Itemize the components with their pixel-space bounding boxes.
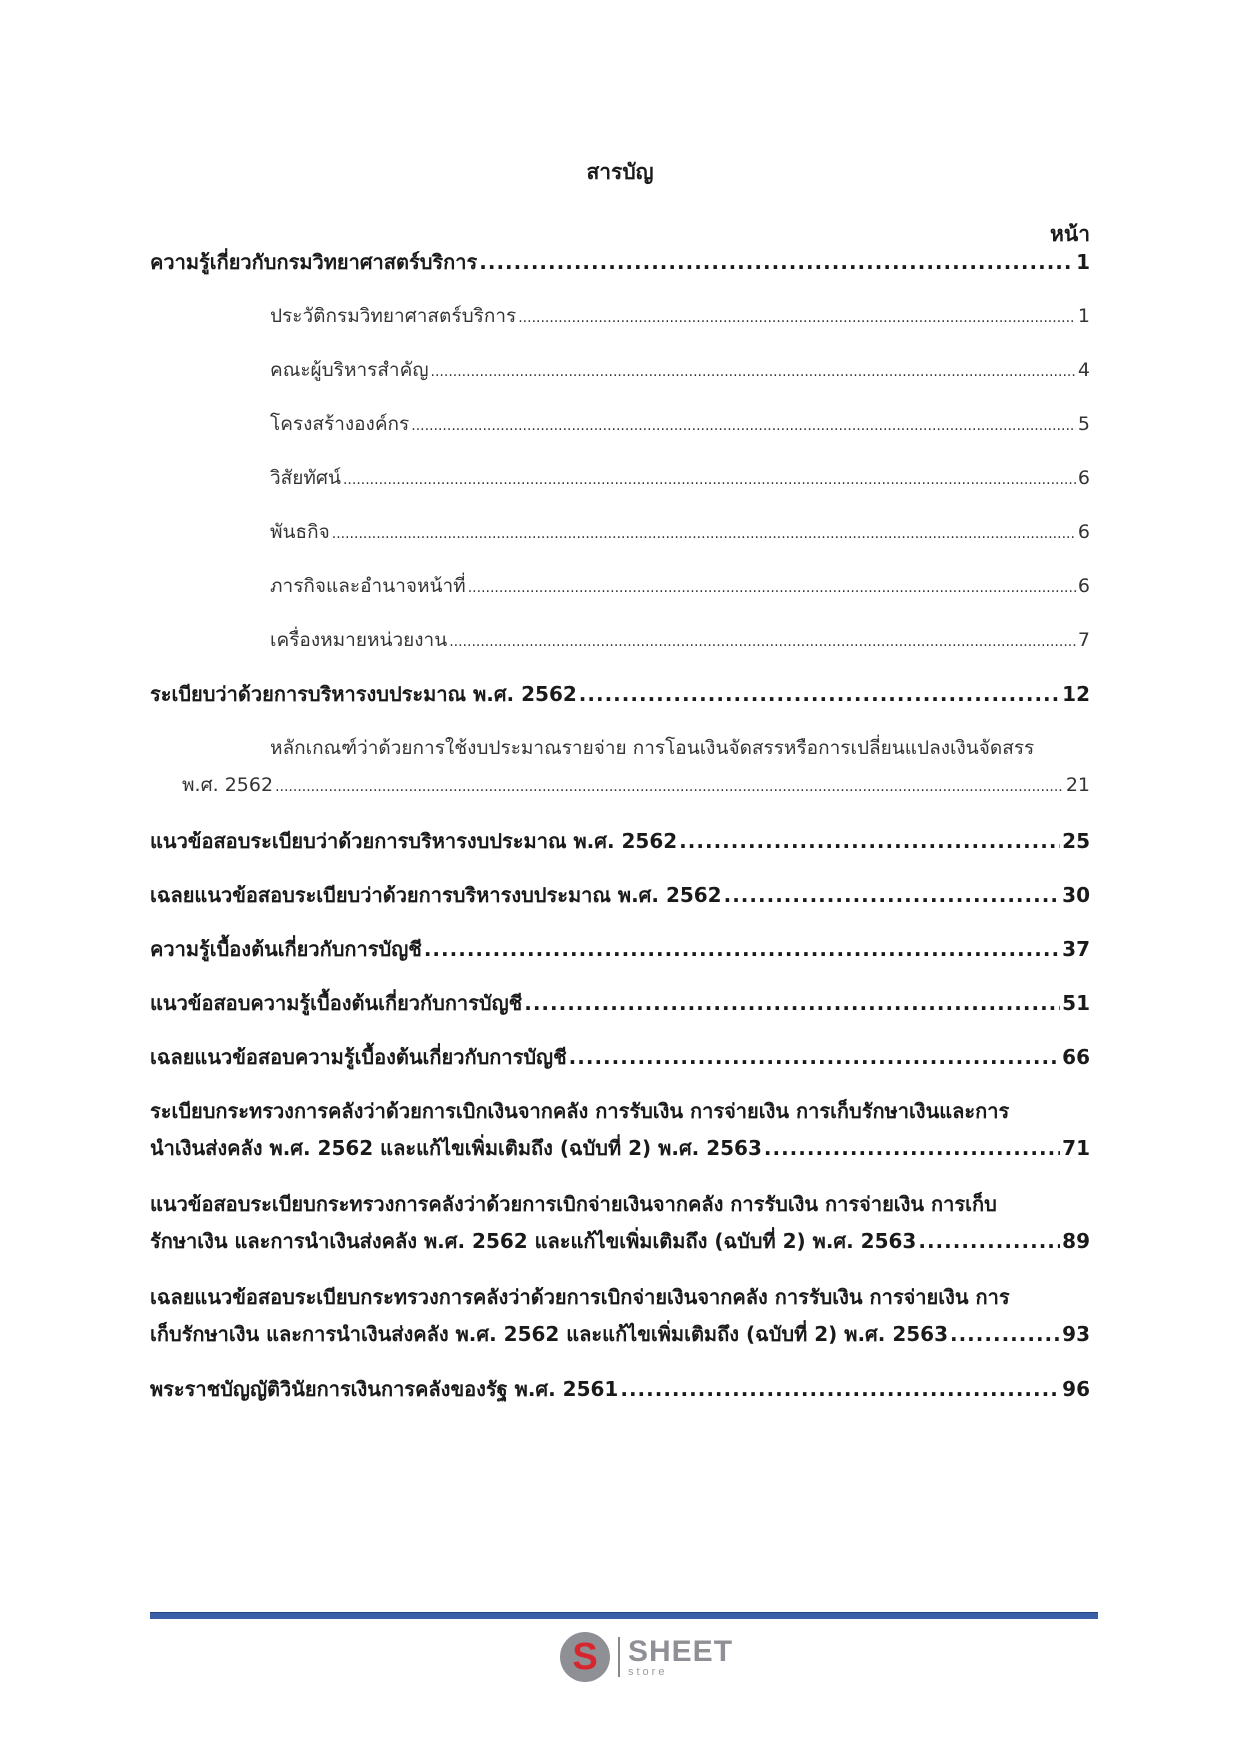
toc-subentry[interactable]	[270, 301, 1090, 333]
toc-entry[interactable]	[150, 880, 1090, 910]
logo-separator	[618, 1637, 620, 1677]
toc-subentry[interactable]	[270, 463, 1090, 495]
toc-entry-title: ประวัติกรมวิทยาศาสตร์บริการ	[270, 305, 517, 327]
dot-leader	[679, 826, 1060, 856]
dot-leader	[424, 934, 1060, 964]
toc-entry-page: 1	[1076, 250, 1090, 274]
toc-entry-page: 25	[1062, 829, 1090, 853]
toc-entry[interactable]	[150, 934, 1090, 964]
toc-entry-title: เฉลยแนวข้อสอบระเบียบว่าด้วยการบริหารงบประมาณ พ.ศ. 2562	[150, 883, 722, 907]
dot-leader	[332, 519, 1076, 549]
toc-entry[interactable]	[150, 988, 1090, 1018]
toc-entry-title: ความรู้เบื้องต้นเกี่ยวกับการบัญชี	[150, 937, 422, 961]
toc-entry[interactable]	[150, 1226, 1090, 1256]
toc-entry-title: พระราชบัญญัติวินัยการเงินการคลังของรัฐ พ.ศ. 2561	[150, 1377, 619, 1401]
toc-entry-title: นำเงินส่งคลัง พ.ศ. 2562 และแก้ไขเพิ่มเติมถึง (ฉบับที่ 2) พ.ศ. 2563	[150, 1136, 762, 1160]
toc-entry-page: 89	[1062, 1229, 1090, 1253]
dot-leader	[918, 1226, 1060, 1256]
dot-leader	[764, 1133, 1060, 1163]
toc-entry-page: 4	[1077, 359, 1090, 381]
dot-leader	[569, 1042, 1061, 1072]
toc-entry-title: เก็บรักษาเงิน และการนำเงินส่งคลัง พ.ศ. 2562 และแก้ไขเพิ่มเติมถึง (ฉบับที่ 2) พ.ศ. 2563	[150, 1322, 948, 1346]
toc-entry[interactable]	[150, 679, 1090, 709]
toc-entry-page: 37	[1062, 937, 1090, 961]
toc-entry-title: ภารกิจและอำนาจหน้าที่	[270, 575, 466, 597]
toc-entry-page: 30	[1062, 883, 1090, 907]
toc-entry-page: 5	[1077, 413, 1090, 435]
toc-entry-line1: เฉลยแนวข้อสอบระเบียบกระทรวงการคลังว่าด้วยการเบิกจ่ายเงินจากคลัง การรับเงิน การจ่ายเงิน การ	[150, 1285, 1010, 1309]
dot-leader	[524, 988, 1060, 1018]
toc-entry-page: 96	[1062, 1377, 1090, 1401]
dot-leader	[620, 1374, 1060, 1404]
page-column-label: หน้า	[1050, 222, 1090, 246]
toc-entry-title: พ.ศ. 2562	[182, 774, 274, 796]
dot-leader	[579, 679, 1060, 709]
toc-entry-title: ระเบียบว่าด้วยการบริหารงบประมาณ พ.ศ. 2562	[150, 682, 577, 706]
toc-entry-title: รักษาเงิน และการนำเงินส่งคลัง พ.ศ. 2562 และแก้ไขเพิ่มเติมถึง (ฉบับที่ 2) พ.ศ. 2563	[150, 1229, 917, 1253]
toc-entry-page: 51	[1062, 991, 1090, 1015]
dot-leader	[275, 772, 1064, 802]
toc-entry-page: 7	[1077, 629, 1090, 651]
toc-entry[interactable]	[150, 1319, 1090, 1349]
dot-leader	[431, 357, 1076, 387]
toc-entry-title: คณะผู้บริหารสำคัญ	[270, 359, 429, 381]
dot-leader	[468, 573, 1076, 603]
logo-emblem-icon: S	[560, 1632, 610, 1682]
page-title: สารบัญ	[586, 160, 654, 184]
toc-entry[interactable]	[150, 826, 1090, 856]
toc-entry-title: แนวข้อสอบระเบียบว่าด้วยการบริหารงบประมาณ พ.ศ. 2562	[150, 829, 678, 853]
toc-entry-page: 6	[1077, 521, 1090, 543]
dot-leader	[950, 1319, 1060, 1349]
toc-subentry[interactable]	[270, 571, 1090, 603]
toc-entry-page: 1	[1077, 305, 1090, 327]
toc-entry-page: 6	[1077, 575, 1090, 597]
toc-entry-page: 21	[1065, 774, 1090, 796]
toc-subentry[interactable]	[182, 770, 1090, 802]
toc-entry-page: 93	[1062, 1322, 1090, 1346]
footer-divider	[150, 1612, 1098, 1619]
toc-subentry-line1: หลักเกณฑ์ว่าด้วยการใช้งบประมาณรายจ่าย การโอนเงินจัดสรรหรือการเปลี่ยนแปลงเงินจัดสรร	[270, 737, 1035, 759]
logo-wordmark	[628, 1634, 734, 1678]
toc-entry-title: วิสัยทัศน์	[270, 467, 341, 489]
toc-entry[interactable]	[150, 1133, 1090, 1163]
toc-entry[interactable]	[150, 1042, 1090, 1072]
toc-entry-title: พันธกิจ	[270, 521, 330, 543]
toc-entry-page: 71	[1062, 1136, 1090, 1160]
sheet-store-logo	[560, 1632, 733, 1682]
logo-subtitle: store	[628, 1665, 668, 1678]
dot-leader	[343, 465, 1076, 495]
toc-subentry[interactable]	[270, 355, 1090, 387]
toc-entry[interactable]	[150, 247, 1090, 277]
toc-entry-title: แนวข้อสอบความรู้เบื้องต้นเกี่ยวกับการบัญชี	[150, 991, 523, 1015]
toc-entry-title: เครื่องหมายหน่วยงาน	[270, 629, 448, 651]
logo-name: SHEET	[628, 1634, 734, 1668]
dot-leader	[479, 247, 1074, 277]
dot-leader	[518, 303, 1076, 333]
toc-entry-line1: แนวข้อสอบระเบียบกระทรวงการคลังว่าด้วยการเบิกจ่ายเงินจากคลัง การรับเงิน การจ่ายเงิน การเก็บ	[150, 1192, 997, 1216]
dot-leader	[724, 880, 1061, 910]
toc-entry-title: เฉลยแนวข้อสอบความรู้เบื้องต้นเกี่ยวกับการบัญชี	[150, 1045, 567, 1069]
toc-subentry[interactable]	[270, 517, 1090, 549]
toc-entry-page: 12	[1062, 682, 1090, 706]
toc-entry-line1: ระเบียบกระทรวงการคลังว่าด้วยการเบิกเงินจากคลัง การรับเงิน การจ่ายเงิน การเก็บรักษาเงินและการ	[150, 1099, 1010, 1123]
toc-entry-page: 66	[1062, 1045, 1090, 1069]
toc-entry[interactable]	[150, 1374, 1090, 1404]
dot-leader	[449, 627, 1076, 657]
toc-subentry[interactable]	[270, 409, 1090, 441]
toc-subentry[interactable]	[270, 625, 1090, 657]
dot-leader	[411, 411, 1076, 441]
toc-entry-title: ความรู้เกี่ยวกับกรมวิทยาศาสตร์บริการ	[150, 250, 478, 274]
toc-entry-title: โครงสร้างองค์กร	[270, 413, 410, 435]
toc-entry-page: 6	[1077, 467, 1090, 489]
